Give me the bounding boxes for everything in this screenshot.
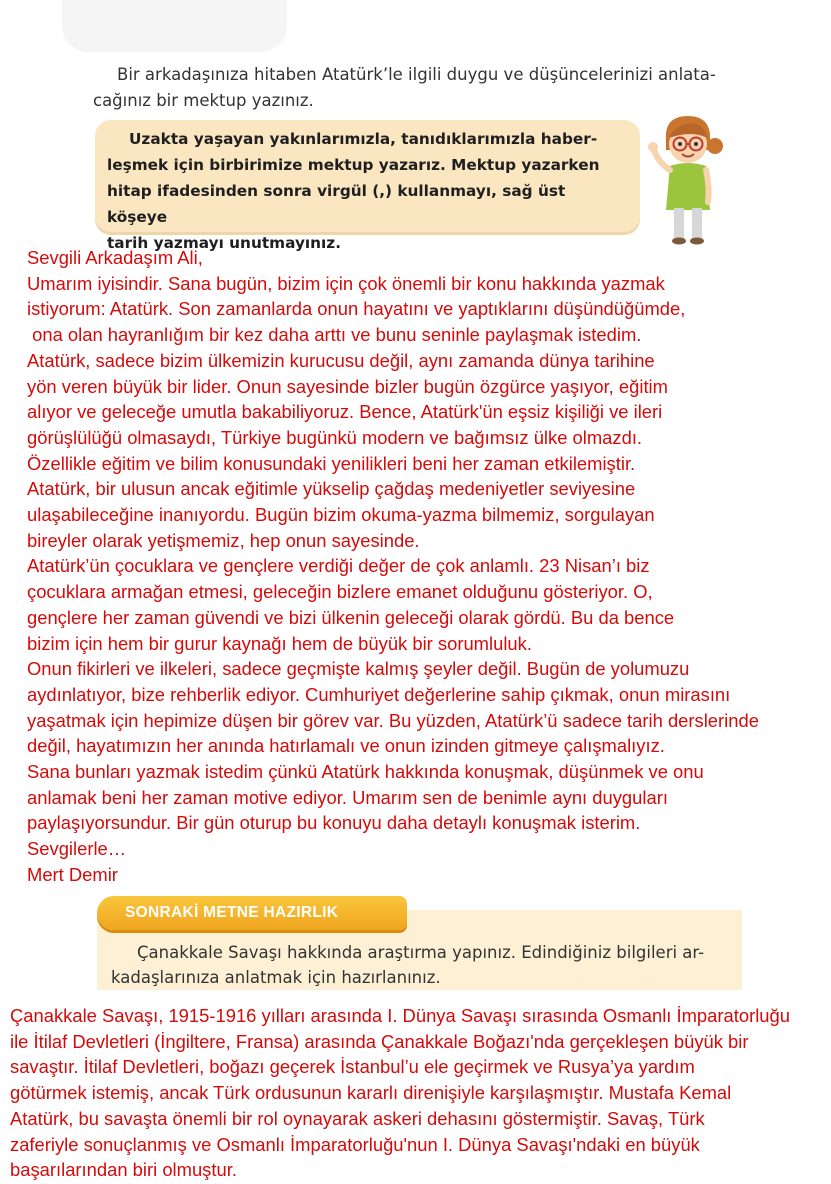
prep-line: kadaşlarınıza anlatmak için hazırlanınız. (111, 968, 441, 987)
instruction-line: cağınız bir mektup yazınız. (93, 91, 314, 110)
letter-line: Sana bunları yazmak istedim çünkü Atatürk hakkında konuşmak, düşünmek ve onu (27, 761, 704, 783)
letter-line: ona olan hayranlığım bir kez daha arttı ve bunu seninle paylaşmak istedim. (27, 324, 642, 346)
letter-line: bizim için hem bir gurur kaynağı hem de büyük bir sorumluluk. (27, 632, 532, 654)
answer-line: Çanakkale Savaşı, 1915-1916 yılları arasında I. Dünya Savaşı sırasında Osmanlı İmparatorluğu (10, 1005, 790, 1026)
letter-line: paylaşıyorsundur. Bir gün oturup bu konuyu daha detaylı konuşmak isterim. (27, 812, 641, 834)
letter-line: Atatürk’ün çocuklara ve gençlere verdiği değer de çok anlamlı. 23 Nisan’ı biz (27, 555, 650, 577)
letter-line: gençlere her zaman güvendi ve bizi ülkenin geleceği olarak gördü. Bu da bence (27, 606, 675, 628)
girl-illustration (636, 110, 736, 246)
letter-line: anlamak beni her zaman motive ediyor. Umarım sen de benimle aynı duyguları (27, 786, 668, 808)
letter-line: görüşlülüğü olmasaydı, Türkiye bugünkü modern ve bağımsız ülke olmazdı. (27, 426, 643, 448)
letter-line: Mert Demir (27, 863, 118, 885)
letter-line: ulaşabileceğine inanıyordu. Bugün bizim okuma-yazma bilmemiz, sorgulayan (27, 504, 655, 526)
answer-line: savaştır. İtilaf Devletleri, boğazı geçerek İstanbul’u ele geçirmek ve Rusya’ya yardım (10, 1056, 695, 1078)
letter-line: alıyor ve geleceğe umutla bakabiliyoruz. Bence, Atatürk'ün eşsiz kişiliği ve ileri (27, 401, 663, 423)
answer-line: başarılarından biri olmuştur. (10, 1159, 237, 1181)
tip-line: leşmek için birbirimize mektup yazarız. Mektup yazarken (107, 156, 600, 174)
prep-instruction (111, 940, 736, 990)
answer-line: götürmek istemiş, ancak Türk ordusunun kararlı direnişiyle karşılaşmıştır. Mustafa Kemal (10, 1082, 732, 1104)
letter-line: aydınlatıyor, bize rehberlik ediyor. Cumhuriyet değerlerine sahip çıkmak, onun mirasını (27, 683, 731, 705)
section-banner (97, 896, 407, 930)
letter-line: yön veren büyük bir lider. Onun sayesinde bizler bugün özgürce yaşıyor, eğitim (27, 375, 668, 397)
letter-line: istiyorum: Atatürk. Son zamanlarda onun hayatını ve yaptıklarını düşündüğümde, (27, 298, 686, 320)
letter-line: Atatürk, bir ulusun ancak eğitimle yükselip çağdaş medeniyetler seviyesine (27, 478, 636, 500)
letter-line: Sevgili Arkadaşım Ali, (27, 247, 203, 268)
letter-line: Onun fikirleri ve ilkeleri, sadece geçmişte kalmış şeyler değil. Bugün de yolumuzu (27, 658, 690, 680)
tip-text (95, 120, 640, 256)
handwritten-answer (10, 1003, 828, 1183)
instruction-text (93, 62, 748, 114)
tip-speech-bubble (95, 120, 640, 252)
answer-line: Atatürk, bu savaşta önemli bir rol oynayarak askeri dehasını göstermiştir. Savaş, Türk (10, 1107, 705, 1129)
section-title: SONRAKİ METNE HAZIRLIK (125, 904, 339, 921)
letter-line: Sevgilerle… (27, 838, 127, 860)
tip-line: Uzakta yaşayan yakınlarımızla, tanıdıklarımızla haber- (129, 130, 598, 148)
letter-line: Umarım iyisindir. Sana bugün, bizim için çok önemli bir konu hakkında yazmak (27, 272, 665, 294)
tip-line: hitap ifadesinden sonra virgül (,) kullanmayı, sağ üst köşeye (107, 182, 566, 226)
prep-line: Çanakkale Savaşı hakkında araştırma yapınız. Edindiğiniz bilgileri ar- (137, 943, 705, 962)
letter-line: Atatürk, sadece bizim ülkemizin kurucusu değil, aynı zamanda dünya tarihine (27, 349, 655, 371)
answer-line: ile İtilaf Devletleri (İngiltere, Fransa) arasında Çanakkale Boğazı'nda gerçekleşen büyük bir (10, 1030, 749, 1052)
instruction-line: Bir arkadaşınıza hitaben Atatürk’le ilgili duygu ve düşüncelerinizi anlata- (117, 65, 716, 84)
handwritten-letter (27, 245, 827, 888)
letter-line: Özellikle eğitim ve bilim konusundaki yenilikleri beni her zaman etkilemiştir. (27, 452, 636, 474)
page-corner-decoration (62, 0, 287, 52)
answer-line: zaferiyle sonuçlanmış ve Osmanlı İmparatorluğu'nun I. Dünya Savaşı'ndaki en büyük (10, 1133, 700, 1155)
letter-line: çocuklara armağan etmesi, geleceğin bizlere emanet olduğunu gösteriyor. O, (27, 581, 653, 603)
letter-line: değil, hayatımızın her anında hatırlamalı ve onun izinden gitmeye çalışmalıyız. (27, 735, 665, 757)
tip-line: tarih yazmayı unutmayınız. (107, 234, 342, 252)
letter-line: bireyler olarak yetişmemiz, hep onun sayesinde. (27, 529, 420, 551)
letter-line: yaşatmak için hepimize düşen bir görev var. Bu yüzden, Atatürk’ü sadece tarih derslerinde (27, 709, 759, 731)
